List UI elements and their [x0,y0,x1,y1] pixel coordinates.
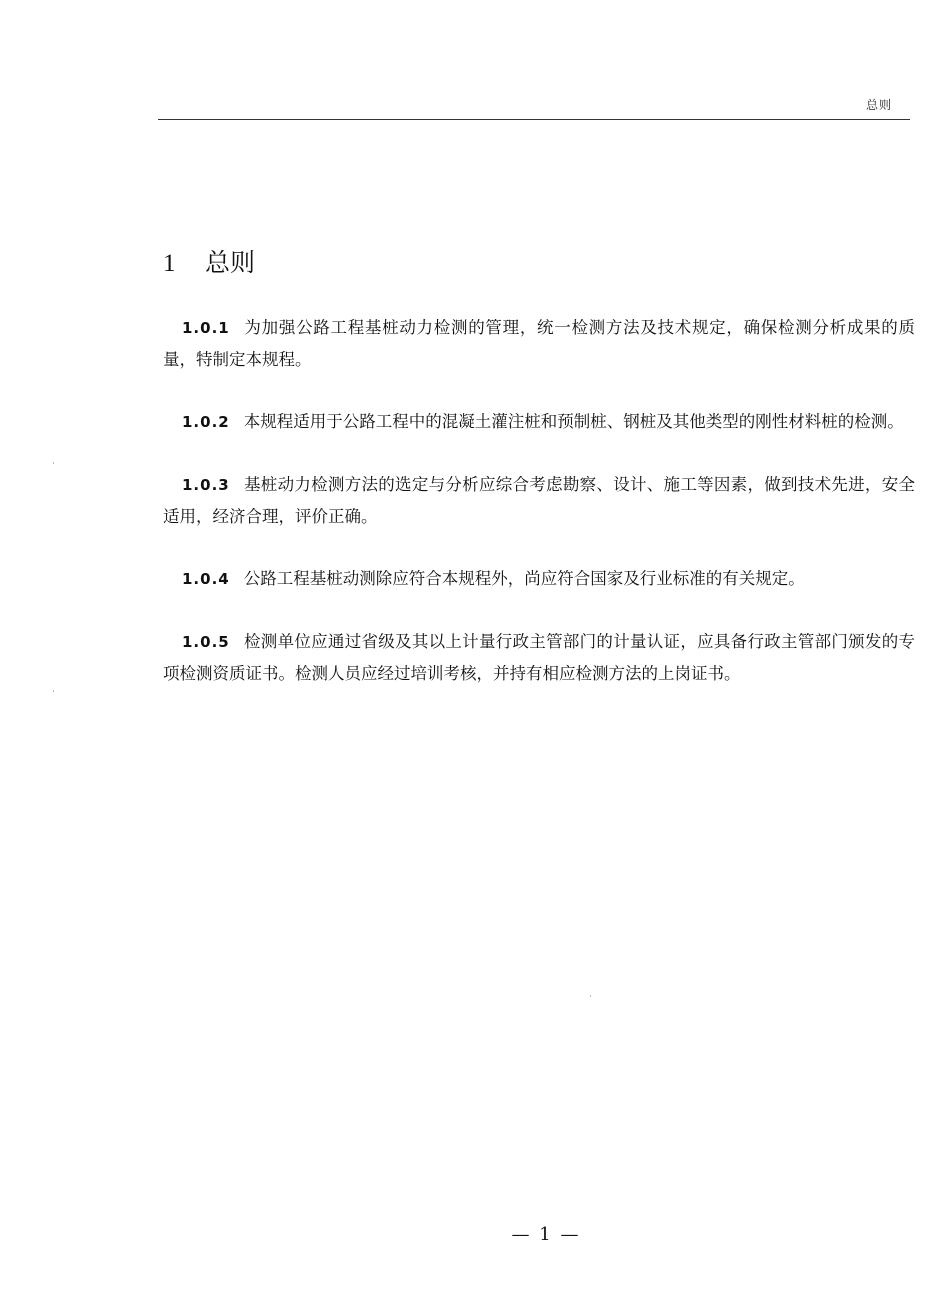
clause-1-0-2 [163,406,915,438]
clause-number: 1.0.4 [182,570,230,588]
scan-speck [53,690,54,692]
clause-number: 1.0.2 [182,413,230,431]
clause-text: 检测单位应通过省级及其以上计量行政主管部门的计量认证，应具备行政主管部门颁发的专项检测资质证书。检测人员应经过培训考核，并持有相应检测方法的上岗证书。 [163,632,915,683]
clauses-section [163,312,915,720]
chapter-title-text: 总则 [205,247,256,277]
scan-speck [53,462,54,464]
clause-text: 公路工程基桩动测除应符合本规程外，尚应符合国家及行业标准的有关规定。 [243,569,805,588]
clause-1-0-1 [163,312,915,375]
chapter-title [163,243,255,279]
clause-number: 1.0.1 [182,319,230,337]
clause-1-0-3 [163,469,915,532]
chapter-number: 1 [163,249,176,277]
clause-number: 1.0.5 [182,633,230,651]
scan-speck [590,995,591,997]
clause-number: 1.0.3 [182,476,230,494]
page-number: — 1 — [511,1224,581,1245]
clause-text: 本规程适用于公路工程中的混凝土灌注桩和预制桩、钢桩及其他类型的刚性材料桩的检测。 [243,412,904,431]
header-rule [158,119,910,120]
clause-1-0-4 [163,563,915,595]
clause-text: 基桩动力检测方法的选定与分析应综合考虑勘察、设计、施工等因素，做到技术先进，安全适用，经济合理，评价正确。 [163,475,915,526]
clause-text: 为加强公路工程基桩动力检测的管理，统一检测方法及技术规定，确保检测分析成果的质量，特制定本规程。 [163,318,915,369]
clause-1-0-5 [163,626,915,689]
running-header-title: 总则 [865,98,892,112]
